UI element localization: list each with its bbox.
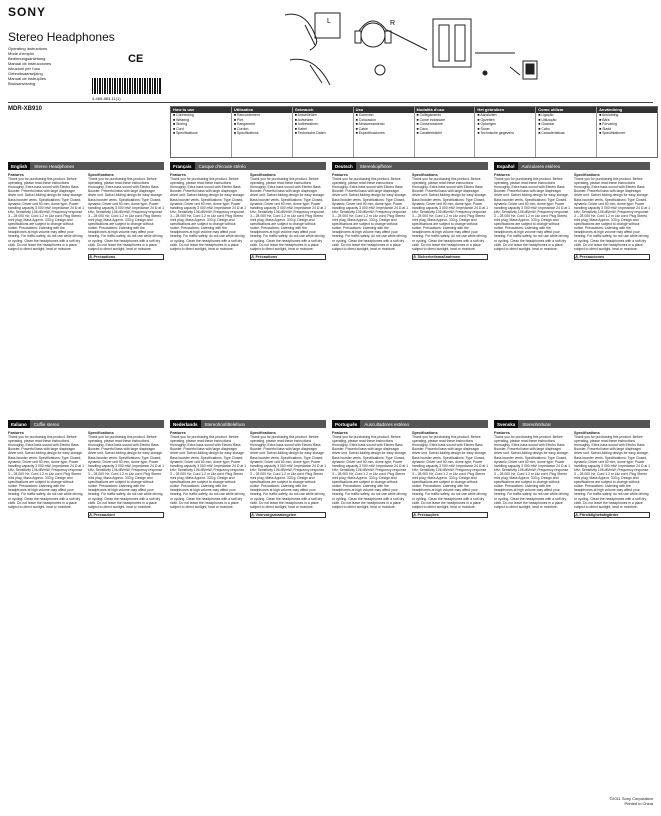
section-subheading: Specifications <box>250 431 276 435</box>
brand-logo: SONY <box>8 5 47 19</box>
section-subheading: Features <box>170 173 186 177</box>
quick-ref-item: ■ Ligação <box>538 113 554 118</box>
section-body <box>170 173 246 260</box>
quick-ref-heading: Utilisation <box>232 107 292 113</box>
section-paragraph: Thank you for purchasing this product. Before operating, please read these instructions thoroughly. Extra bass sound with Electro Bass Booster. Powerful bass with large diaphragm driver unit. Swivel-folding design for easy storage. Bass booster vents. Specifications: Type Closed, dynamic; Driver unit 50 mm, dome type; Power handling capacity 3 000 mW; Impedance 24 Ω at 1 kHz; Sensitivity 106 dB/mW; Frequency response 3 – 28 000 Hz; Cord 1.2 m Litz cord; Plug Stereo mini plug; Mass Approx. 333 g. Design and specifications are subject to change without notice. Precautions: Listening with the headphones at high volume may affect your hearing. For traffic safety, do not use while driving or cycling. Clean the headphones with a soft dry cloth. Do not leave the headphones in a place subject to direct sunlight, heat or moisture. <box>412 177 488 251</box>
language-title: Mode d'emploi <box>8 51 34 56</box>
language-title: Gebruiksaanwijzing <box>8 71 43 76</box>
quick-ref-item: ■ Specifications <box>173 131 198 136</box>
section-language: English <box>8 162 30 170</box>
quick-ref-item: ■ Come indossare <box>416 117 446 122</box>
section-header <box>332 162 488 170</box>
quick-ref-item: ■ Almacenamiento <box>355 122 385 127</box>
quick-ref-item: ■ Storing <box>173 122 188 127</box>
quick-ref-item: ■ Anslutning <box>599 113 619 118</box>
section-body <box>8 173 84 260</box>
section-paragraph: Thank you for purchasing this product. Before operating, please read these instructions thoroughly. Extra bass sound with Electro Bass Booster. Powerful bass with large diaphragm driver unit. Swivel-folding design for easy storage. Bass booster vents. Specifications: Type Closed, dynamic; Driver unit 50 mm, dome type; Power handling capacity 3 000 mW; Impedance 24 Ω at 1 kHz; Sensitivity 106 dB/mW; Frequency response 3 – 28 000 Hz; Cord 1.2 m Litz cord; Plug Stereo mini plug; Mass Approx. 333 g. Design and specifications are subject to change without notice. Precautions: Listening with the headphones at high volume may affect your hearing. For traffic safety, do not use while driving or cycling. Clean the headphones with a soft dry cloth. Do not leave the headphones in a place subject to direct sunlight, heat or moisture. <box>250 177 326 251</box>
section-paragraph: Thank you for purchasing this product. Before operating, please read these instructions thoroughly. Extra bass sound with Electro Bass Booster. Powerful bass with large diaphragm driver unit. Swivel-folding design for easy storage. Bass booster vents. Specifications: Type Closed, dynamic; Driver unit 50 mm, dome type; Power handling capacity 3 000 mW; Impedance 24 Ω at 1 kHz; Sensitivity 106 dB/mW; Frequency response 3 – 28 000 Hz; Cord 1.2 m Litz cord; Plug Stereo mini plug; Mass Approx. 333 g. Design and specifications are subject to change without notice. Precautions: Listening with the headphones at high volume may affect your hearing. For traffic safety, do not use while driving or cycling. Clean the headphones with a soft dry cloth. Do not leave the headphones in a place subject to direct sunlight, heat or moisture. <box>332 435 408 509</box>
section-paragraph: Thank you for purchasing this product. Before operating, please read these instructions thoroughly. Extra bass sound with Electro Bass Booster. Powerful bass with large diaphragm driver unit. Swivel-folding design for easy storage. Bass booster vents. Specifications: Type Closed, dynamic; Driver unit 50 mm, dome type; Power handling capacity 3 000 mW; Impedance 24 Ω at 1 kHz; Sensitivity 106 dB/mW; Frequency response 3 – 28 000 Hz; Cord 1.2 m Litz cord; Plug Stereo mini plug; Mass Approx. 333 g. Design and specifications are subject to change without notice. Precautions: Listening with the headphones at high volume may affect your hearing. For traffic safety, do not use while driving or cycling. Clean the headphones with a soft dry cloth. Do not leave the headphones in a place subject to direct sunlight, heat or moisture. <box>8 435 84 509</box>
headphone-wearing-figure <box>355 21 427 75</box>
warning-title: ⚠ Précautions <box>251 254 278 259</box>
section-body <box>494 431 570 518</box>
quick-ref-item: ■ Förvaring <box>599 122 617 127</box>
section-body <box>170 431 246 518</box>
section-language: Deutsch <box>332 162 356 170</box>
section-subheading: Features <box>332 431 348 435</box>
section-subheading: Features <box>494 431 510 435</box>
section-body <box>8 431 84 518</box>
quick-ref-item: ■ Aufbewahren <box>294 122 319 127</box>
section-paragraph: Thank you for purchasing this product. Before operating, please read these instructions thoroughly. Extra bass sound with Electro Bass Booster. Powerful bass with large diaphragm driver unit. Swivel-folding design for easy storage. Bass booster vents. Specifications: Type Closed, dynamic; Driver unit 50 mm, dome type; Power handling capacity 3 000 mW; Impedance 24 Ω at 1 kHz; Sensitivity 106 dB/mW; Frequency response 3 – 28 000 Hz; Cord 1.2 m Litz cord; Plug Stereo mini plug; Mass Approx. 333 g. Design and specifications are subject to change without notice. Precautions: Listening with the headphones at high volume may affect your hearing. For traffic safety, do not use while driving or cycling. Clean the headphones with a soft dry cloth. Do not leave the headphones in a place subject to direct sunlight, heat or moisture. <box>332 177 408 251</box>
warning-title: ⚠ Precauciones <box>575 254 605 259</box>
warning-box <box>574 254 650 260</box>
warning-box <box>88 512 164 518</box>
footer <box>609 796 653 806</box>
quick-ref-item: ■ Opzetten <box>477 117 495 122</box>
quick-ref-column <box>415 107 476 157</box>
quick-ref-item: ■ Spécifications <box>233 131 259 136</box>
section-paragraph: Thank you for purchasing this product. Before operating, please read these instructions thoroughly. Extra bass sound with Electro Bass Booster. Powerful bass with large diaphragm driver unit. Swivel-folding design for easy storage. Bass booster vents. Specifications: Type Closed, dynamic; Driver unit 50 mm, dome type; Power handling capacity 3 000 mW; Impedance 24 Ω at 1 kHz; Sensitivity 106 dB/mW; Frequency response 3 – 28 000 Hz; Cord 1.2 m Litz cord; Plug Stereo mini plug; Mass Approx. 333 g. Design and specifications are subject to change without notice. Precautions: Listening with the headphones at high volume may affect your hearing. For traffic safety, do not use while driving or cycling. Clean the headphones with a soft dry cloth. Do not leave the headphones in a place subject to direct sunlight, heat or moisture. <box>574 177 650 251</box>
section-body <box>250 173 326 260</box>
section-subheading: Features <box>332 173 348 177</box>
section-title: Stereo Headphones <box>34 163 75 169</box>
section-body <box>574 431 650 518</box>
section-subheading: Specifications <box>574 431 600 435</box>
plug-figure <box>510 61 537 79</box>
quick-ref-item: ■ Sladd <box>599 126 612 131</box>
language-title: Manual de instruções <box>8 76 47 81</box>
section-subheading: Features <box>8 173 24 177</box>
language-section <box>170 162 326 414</box>
part-number: 4-465-883-11(1) <box>92 96 121 101</box>
quick-ref-item: ■ Port <box>233 117 244 122</box>
section-header <box>494 162 650 170</box>
quick-ref-heading: Het gebruiken <box>475 107 535 113</box>
warning-title: ⚠ Försiktighetsåtgärder <box>575 512 619 517</box>
section-header <box>494 420 650 428</box>
section-subheading: Features <box>494 173 510 177</box>
quick-ref-item: ■ Aansluiten <box>477 113 497 118</box>
language-section <box>494 420 650 760</box>
section-subheading: Features <box>170 431 186 435</box>
section-header <box>170 420 326 428</box>
quick-ref-item: ■ Connecting <box>173 113 194 118</box>
fig-label-r: R <box>390 20 396 27</box>
section-body <box>412 173 488 260</box>
model-number: MDR-XB910 <box>8 106 43 112</box>
warning-box <box>250 254 326 260</box>
quick-ref-heading: Modalità d'uso <box>415 107 475 113</box>
section-paragraph: Thank you for purchasing this product. Before operating, please read these instructions thoroughly. Extra bass sound with Electro Bass Booster. Powerful bass with large diaphragm driver unit. Swivel-folding design for easy storage. Bass booster vents. Specifications: Type Closed, dynamic; Driver unit 50 mm, dome type; Power handling capacity 3 000 mW; Impedance 24 Ω at 1 kHz; Sensitivity 106 dB/mW; Frequency response 3 – 28 000 Hz; Cord 1.2 m Litz cord; Plug Stereo mini plug; Mass Approx. 333 g. Design and specifications are subject to change without notice. Precautions: Listening with the headphones at high volume may affect your hearing. For traffic safety, do not use while driving or cycling. Clean the headphones with a soft dry cloth. Do not leave the headphones in a place subject to direct sunlight, heat or moisture. <box>412 435 488 509</box>
quick-ref-item: ■ Caratteristiche <box>416 131 443 136</box>
section-body <box>332 431 408 518</box>
quick-ref-item: ■ Cordon <box>233 126 249 131</box>
section-subheading: Specifications <box>250 173 276 177</box>
warning-box <box>412 512 488 518</box>
section-title: Auriculares estéreo <box>521 163 561 169</box>
quick-ref-item: ■ Especificaciones <box>355 131 385 136</box>
quick-ref-item: ■ Cavo <box>416 126 428 131</box>
language-section <box>170 420 326 760</box>
quick-ref-heading: Como utilizar <box>536 107 596 113</box>
quick-ref-column <box>354 107 415 157</box>
section-paragraph: Thank you for purchasing this product. Before operating, please read these instructions thoroughly. Extra bass sound with Electro Bass Booster. Powerful bass with large diaphragm driver unit. Swivel-folding design for easy storage. Bass booster vents. Specifications: Type Closed, dynamic; Driver unit 50 mm, dome type; Power handling capacity 3 000 mW; Impedance 24 Ω at 1 kHz; Sensitivity 106 dB/mW; Frequency response 3 – 28 000 Hz; Cord 1.2 m Litz cord; Plug Stereo mini plug; Mass Approx. 333 g. Design and specifications are subject to change without notice. Precautions: Listening with the headphones at high volume may affect your hearing. For traffic safety, do not use while driving or cycling. Clean the headphones with a soft dry cloth. Do not leave the headphones in a place subject to direct sunlight, heat or moisture. <box>170 177 246 251</box>
page-title: Stereo Headphones <box>8 30 115 44</box>
section-language: Português <box>332 420 360 428</box>
section-subheading: Specifications <box>412 431 438 435</box>
printed-in: Printed in China <box>624 801 653 806</box>
warning-title: ⚠ Sicherheitsmaßnahmen <box>413 254 461 259</box>
section-subheading: Specifications <box>88 173 114 177</box>
quick-ref-item: ■ Utilização <box>538 117 557 122</box>
warning-title: ⚠ Precauzioni <box>89 512 115 517</box>
divider <box>8 102 653 103</box>
section-body <box>332 173 408 260</box>
quick-ref-item: ■ Conexión <box>355 113 374 118</box>
quick-ref-item: ■ Anschließen <box>294 113 317 118</box>
language-list <box>8 46 88 86</box>
quick-ref-column <box>475 107 536 157</box>
section-header <box>332 420 488 428</box>
language-title: Operating Instructions <box>8 46 48 51</box>
quick-ref-item: ■ Wearing <box>173 117 190 122</box>
section-paragraph: Thank you for purchasing this product. Before operating, please read these instructions thoroughly. Extra bass sound with Electro Bass Booster. Powerful bass with large diaphragm driver unit. Swivel-folding design for easy storage. Bass booster vents. Specifications: Type Closed, dynamic; Driver unit 50 mm, dome type; Power handling capacity 3 000 mW; Impedance 24 Ω at 1 kHz; Sensitivity 106 dB/mW; Frequency response 3 – 28 000 Hz; Cord 1.2 m Litz cord; Plug Stereo mini plug; Mass Approx. 333 g. Design and specifications are subject to change without notice. Precautions: Listening with the headphones at high volume may affect your hearing. For traffic safety, do not use while driving or cycling. Clean the headphones with a soft dry cloth. Do not leave the headphones in a place subject to direct sunlight, heat or moisture. <box>8 177 84 251</box>
quick-ref-item: ■ Specifikationer <box>599 131 626 136</box>
section-header <box>170 162 326 170</box>
quick-ref-item: ■ Aufsetzen <box>294 117 314 122</box>
section-header <box>8 420 164 428</box>
illustrations <box>275 5 655 97</box>
warning-title: ⚠ Precauções <box>413 512 439 517</box>
quick-ref-heading: How to use <box>171 107 231 113</box>
warning-box <box>412 254 488 260</box>
quick-ref-item: ■ Snoer <box>477 126 490 131</box>
warning-title: ⚠ Voorzorgsmaatregelen <box>251 512 297 517</box>
barcode <box>92 78 162 94</box>
section-subheading: Specifications <box>88 431 114 435</box>
quick-ref-heading: Användning <box>597 107 657 113</box>
section-title: Casque d'écoute stéréo <box>198 163 246 169</box>
language-section <box>8 162 164 414</box>
fold-storage-figure <box>433 19 515 75</box>
section-paragraph: Thank you for purchasing this product. Before operating, please read these instructions thoroughly. Extra bass sound with Electro Bass Booster. Powerful bass with large diaphragm driver unit. Swivel-folding design for easy storage. Bass booster vents. Specifications: Type Closed, dynamic; Driver unit 50 mm, dome type; Power handling capacity 3 000 mW; Impedance 24 Ω at 1 kHz; Sensitivity 106 dB/mW; Frequency response 3 – 28 000 Hz; Cord 1.2 m Litz cord; Plug Stereo mini plug; Mass Approx. 333 g. Design and specifications are subject to change without notice. Precautions: Listening with the headphones at high volume may affect your hearing. For traffic safety, do not use while driving or cycling. Clean the headphones with a soft dry cloth. Do not leave the headphones in a place subject to direct sunlight, heat or moisture. <box>250 435 326 509</box>
section-body <box>412 431 488 518</box>
quick-ref-heading: Uso <box>354 107 414 113</box>
language-section <box>332 420 488 760</box>
quick-ref-column <box>536 107 597 157</box>
quick-ref-item: ■ Cord <box>173 126 184 131</box>
section-language: Français <box>170 162 195 170</box>
quick-ref-item: ■ Guardar <box>538 122 555 127</box>
language-title: Manual de instrucciones <box>8 61 52 66</box>
section-body <box>574 173 650 260</box>
quick-ref-item: ■ Características <box>538 131 565 136</box>
headphone-cord-figure <box>285 13 340 85</box>
quick-ref-item: ■ Technische Daten <box>294 131 326 136</box>
section-paragraph: Thank you for purchasing this product. Before operating, please read these instructions thoroughly. Extra bass sound with Electro Bass Booster. Powerful bass with large diaphragm driver unit. Swivel-folding design for easy storage. Bass booster vents. Specifications: Type Closed, dynamic; Driver unit 50 mm, dome type; Power handling capacity 3 000 mW; Impedance 24 Ω at 1 kHz; Sensitivity 106 dB/mW; Frequency response 3 – 28 000 Hz; Cord 1.2 m Litz cord; Plug Stereo mini plug; Mass Approx. 333 g. Design and specifications are subject to change without notice. Precautions: Listening with the headphones at high volume may affect your hearing. For traffic safety, do not use while driving or cycling. Clean the headphones with a soft dry cloth. Do not leave the headphones in a place subject to direct sunlight, heat or moisture. <box>574 435 650 509</box>
section-paragraph: Thank you for purchasing this product. Before operating, please read these instructions thoroughly. Extra bass sound with Electro Bass Booster. Powerful bass with large diaphragm driver unit. Swivel-folding design for easy storage. Bass booster vents. Specifications: Type Closed, dynamic; Driver unit 50 mm, dome type; Power handling capacity 3 000 mW; Impedance 24 Ω at 1 kHz; Sensitivity 106 dB/mW; Frequency response 3 – 28 000 Hz; Cord 1.2 m Litz cord; Plug Stereo mini plug; Mass Approx. 333 g. Design and specifications are subject to change without notice. Precautions: Listening with the headphones at high volume may affect your hearing. For traffic safety, do not use while driving or cycling. Clean the headphones with a soft dry cloth. Do not leave the headphones in a place subject to direct sunlight, heat or moisture. <box>494 177 570 251</box>
section-subheading: Specifications <box>412 173 438 177</box>
section-language: Español <box>494 162 518 170</box>
quick-ref-item: ■ Raccordement <box>233 113 260 118</box>
section-paragraph: Thank you for purchasing this product. Before operating, please read these instructions thoroughly. Extra bass sound with Electro Bass Booster. Powerful bass with large diaphragm driver unit. Swivel-folding design for easy storage. Bass booster vents. Specifications: Type Closed, dynamic; Driver unit 50 mm, dome type; Power handling capacity 3 000 mW; Impedance 24 Ω at 1 kHz; Sensitivity 106 dB/mW; Frequency response 3 – 28 000 Hz; Cord 1.2 m Litz cord; Plug Stereo mini plug; Mass Approx. 333 g. Design and specifications are subject to change without notice. Precautions: Listening with the headphones at high volume may affect your hearing. For traffic safety, do not use while driving or cycling. Clean the headphones with a soft dry cloth. Do not leave the headphones in a place subject to direct sunlight, heat or moisture. <box>170 435 246 509</box>
language-title: Istruzioni per l'uso <box>8 66 41 71</box>
section-body <box>250 431 326 518</box>
language-title: Bruksanvisning <box>8 81 36 86</box>
section-paragraph: Thank you for purchasing this product. Before operating, please read these instructions thoroughly. Extra bass sound with Electro Bass Booster. Powerful bass with large diaphragm driver unit. Swivel-folding design for easy storage. Bass booster vents. Specifications: Type Closed, dynamic; Driver unit 50 mm, dome type; Power handling capacity 3 000 mW; Impedance 24 Ω at 1 kHz; Sensitivity 106 dB/mW; Frequency response 3 – 28 000 Hz; Cord 1.2 m Litz cord; Plug Stereo mini plug; Mass Approx. 333 g. Design and specifications are subject to change without notice. Precautions: Listening with the headphones at high volume may affect your hearing. For traffic safety, do not use while driving or cycling. Clean the headphones with a soft dry cloth. Do not leave the headphones in a place subject to direct sunlight, heat or moisture. <box>88 177 164 251</box>
warning-box <box>250 512 326 518</box>
section-body <box>88 431 164 518</box>
section-body <box>494 173 570 260</box>
section-subheading: Features <box>8 431 24 435</box>
section-title: Cuffie stereo <box>33 421 60 427</box>
quick-ref-item: ■ Colocación <box>355 117 377 122</box>
warning-box <box>574 512 650 518</box>
fig-label-l: L <box>327 18 331 25</box>
language-section <box>494 162 650 414</box>
quick-ref-column <box>171 107 232 157</box>
section-language: Svenska <box>494 420 518 428</box>
quick-ref-item: ■ Technische gegevens <box>477 131 515 136</box>
section-body <box>88 173 164 260</box>
quick-ref-item: ■ Cable <box>355 126 368 131</box>
quick-ref-column <box>293 107 354 157</box>
quick-ref-column <box>597 107 657 157</box>
quick-ref-heading: Gebrauch <box>293 107 353 113</box>
section-header <box>8 162 164 170</box>
section-language: Italiano <box>8 420 30 428</box>
language-title: Bedienungsanleitung <box>8 56 46 61</box>
quick-reference-table <box>170 106 658 158</box>
section-paragraph: Thank you for purchasing this product. Before operating, please read these instructions thoroughly. Extra bass sound with Electro Bass Booster. Powerful bass with large diaphragm driver unit. Swivel-folding design for easy storage. Bass booster vents. Specifications: Type Closed, dynamic; Driver unit 50 mm, dome type; Power handling capacity 3 000 mW; Impedance 24 Ω at 1 kHz; Sensitivity 106 dB/mW; Frequency response 3 – 28 000 Hz; Cord 1.2 m Litz cord; Plug Stereo mini plug; Mass Approx. 333 g. Design and specifications are subject to change without notice. Precautions: Listening with the headphones at high volume may affect your hearing. For traffic safety, do not use while driving or cycling. Clean the headphones with a soft dry cloth. Do not leave the headphones in a place subject to direct sunlight, heat or moisture. <box>494 435 570 509</box>
language-section <box>332 162 488 414</box>
quick-ref-column <box>232 107 293 157</box>
quick-ref-item: ■ Cabo <box>538 126 550 131</box>
quick-ref-item: ■ Rangement <box>233 122 256 127</box>
copyright: ©2011 Sony Corporation <box>609 796 653 801</box>
section-paragraph: Thank you for purchasing this product. Before operating, please read these instructions thoroughly. Extra bass sound with Electro Bass Booster. Powerful bass with large diaphragm driver unit. Swivel-folding design for easy storage. Bass booster vents. Specifications: Type Closed, dynamic; Driver unit 50 mm, dome type; Power handling capacity 3 000 mW; Impedance 24 Ω at 1 kHz; Sensitivity 106 dB/mW; Frequency response 3 – 28 000 Hz; Cord 1.2 m Litz cord; Plug Stereo mini plug; Mass Approx. 333 g. Design and specifications are subject to change without notice. Precautions: Listening with the headphones at high volume may affect your hearing. For traffic safety, do not use while driving or cycling. Clean the headphones with a soft dry cloth. Do not leave the headphones in a place subject to direct sunlight, heat or moisture. <box>88 435 164 509</box>
section-subheading: Specifications <box>574 173 600 177</box>
quick-ref-item: ■ Opbergen <box>477 122 497 127</box>
warning-box <box>88 254 164 260</box>
quick-ref-item: ■ Bära <box>599 117 610 122</box>
section-title: Stereohoofdtelefoon <box>204 421 246 427</box>
section-language: Nederlands <box>170 420 201 428</box>
quick-ref-item: ■ Collegamento <box>416 113 442 118</box>
ce-mark: CE <box>128 53 144 65</box>
section-title: Auscultadores estéreo <box>364 421 410 427</box>
quick-ref-item: ■ Kabel <box>294 126 307 131</box>
language-section <box>8 420 164 760</box>
section-title: Stereokopfhörer <box>359 163 393 169</box>
section-title: Stereohörlurar <box>522 421 552 427</box>
warning-title: ⚠ Precautions <box>89 254 116 259</box>
quick-ref-item: ■ Conservazione <box>416 122 443 127</box>
